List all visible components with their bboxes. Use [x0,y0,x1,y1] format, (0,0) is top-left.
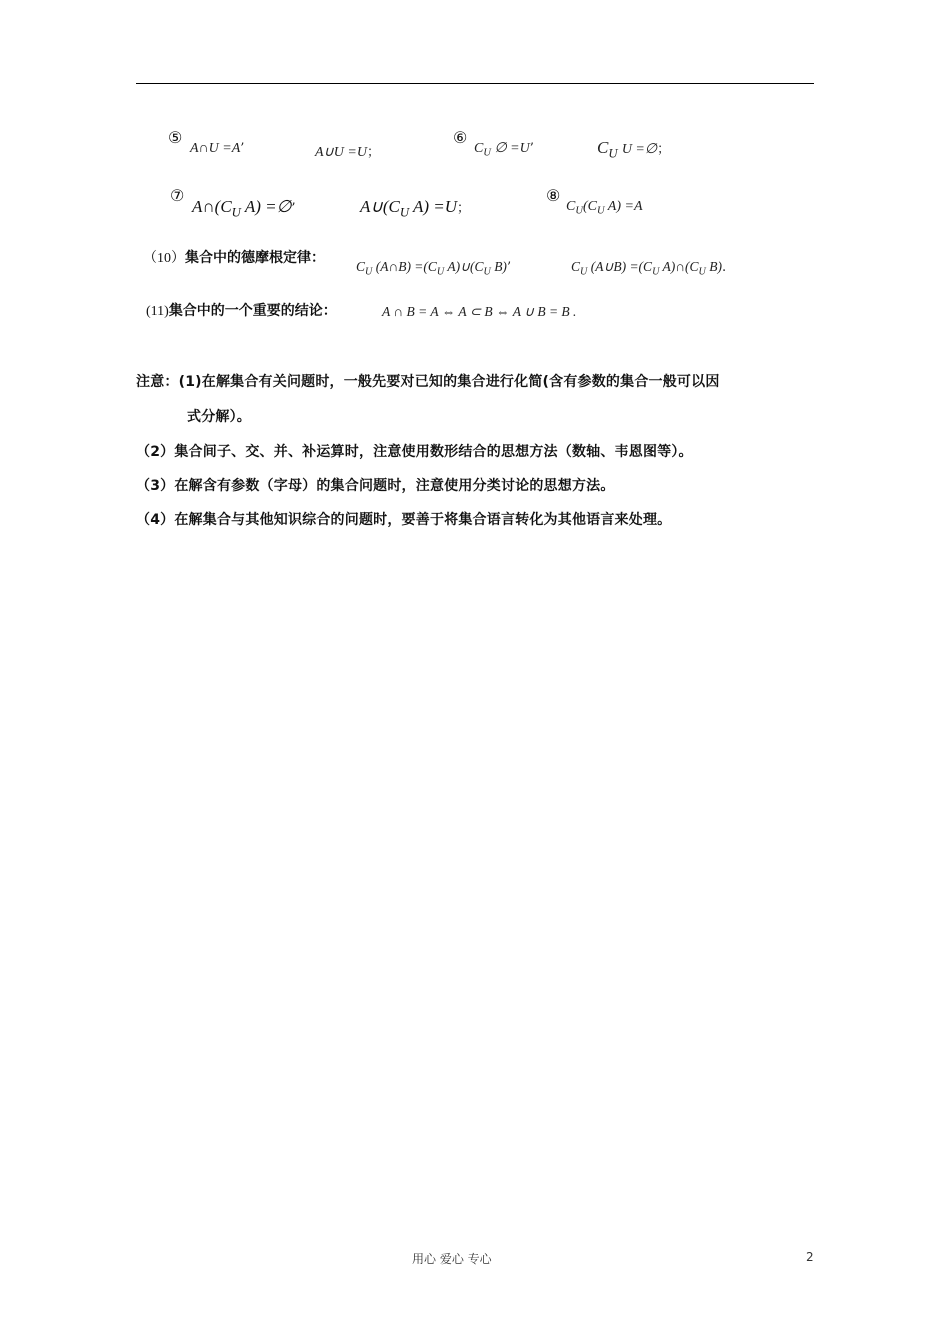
formula-8-sub2: U [596,205,605,217]
dm2-sub2: U [652,266,660,278]
footer-slogan: 用心 爱心 专心 [412,1252,492,1266]
dm2-mid: (A∪B) =(C [590,259,653,274]
formula-7b [360,197,470,220]
conclusion-heading [146,300,337,320]
demorgan-label: 集合中的德摩根定律： [185,250,325,266]
formula-5a-sep: ’ [240,141,245,156]
formula-5b [315,141,380,161]
formula-7b-rest: A) =U [413,197,458,216]
note-line-3: （2）集合间子、交、并、补运算时，注意使用数形结合的思想方法（数轴、韦恩图等）。 [136,444,693,460]
formula-6b-sub: U [608,146,618,161]
conclusion-prefix: (11) [146,304,169,319]
dm1-mid2: A)∪(C [447,259,484,274]
dm1-c: C [356,259,366,274]
formula-5b-sep: ； [366,145,380,160]
formula-7b-sep: ； [457,201,471,216]
formula-8-c1: C [566,199,576,214]
formula-7b-sub: U [399,205,410,220]
formula-6b-rest: U =∅ [621,142,658,157]
dm1-sub3: U [483,266,491,278]
formula-6a [474,140,534,159]
item-5-number: ⑤ [168,128,183,147]
formula-8-mid: (C [582,199,597,214]
dm2-c: C [571,259,581,274]
conclusion-formula: A ∩ B = A ⇔ A ⊂ B ⇔ A ∪ B = B . [382,304,577,319]
dm2-sub3: U [698,266,706,278]
dm2-sub: U [580,266,588,278]
formula-7b-text: A∪(C [360,197,400,216]
page-number: 2 [806,1250,814,1264]
dm2-mid2: A)∩(C [662,259,699,274]
dm1-mid: (A∩B) =(C [375,259,437,274]
note-line-1: 注意：(1)在解集合有关问题时，一般先要对已知的集合进行化简(含有参数的集合一般可以因 [136,374,720,390]
formula-7a-text: A∩(C [192,197,232,216]
header-rule [136,83,814,84]
formula-6b-sep: ； [657,142,671,157]
dm-sep: ’ [506,260,512,275]
demorgan-formula-2 [571,259,726,278]
formula-6b-c: C [597,138,609,157]
formula-7a-sep: ’ [291,201,296,216]
item-8-number: ⑧ [546,186,561,205]
formula-5a-text: A∩U =A [190,141,241,156]
item-7-number: ⑦ [170,186,185,205]
demorgan-formula-1 [356,259,511,278]
dm-end: . [721,260,727,275]
note-line-4: （3）在解含有参数（字母）的集合问题时，注意使用分类讨论的思想方法。 [136,478,615,494]
formula-8-sub1: U [575,205,583,217]
formula-6a-sub: U [483,147,491,159]
formula-6b [597,138,670,161]
dm1-sub: U [365,266,373,278]
note-line-2: 式分解）。 [187,409,251,425]
formula-5b-text: A∪U =U [315,145,367,160]
formula-7a [192,197,296,220]
dm1-sub2: U [436,266,445,278]
dm2-end: B) [709,259,722,274]
formula-7a-rest: A) =∅ [244,197,292,216]
item-6-number: ⑥ [453,128,468,147]
formula-8 [566,199,643,217]
formula-8-rest: A) =A [607,199,643,214]
formula-6a-rest: ∅ =U [494,141,530,156]
note-line-5: （4）在解集合与其他知识综合的问题时，要善于将集合语言转化为其他语言来处理。 [136,512,672,528]
demorgan-heading [143,247,325,267]
dm1-end: B) [494,259,507,274]
demorgan-prefix: （10） [143,251,185,266]
formula-7a-sub: U [231,205,241,220]
formula-6a-c: C [474,141,484,156]
conclusion-label: 集合中的一个重要的结论： [168,303,337,319]
formula-5a [190,141,244,157]
formula-6a-sep: ’ [529,141,534,156]
